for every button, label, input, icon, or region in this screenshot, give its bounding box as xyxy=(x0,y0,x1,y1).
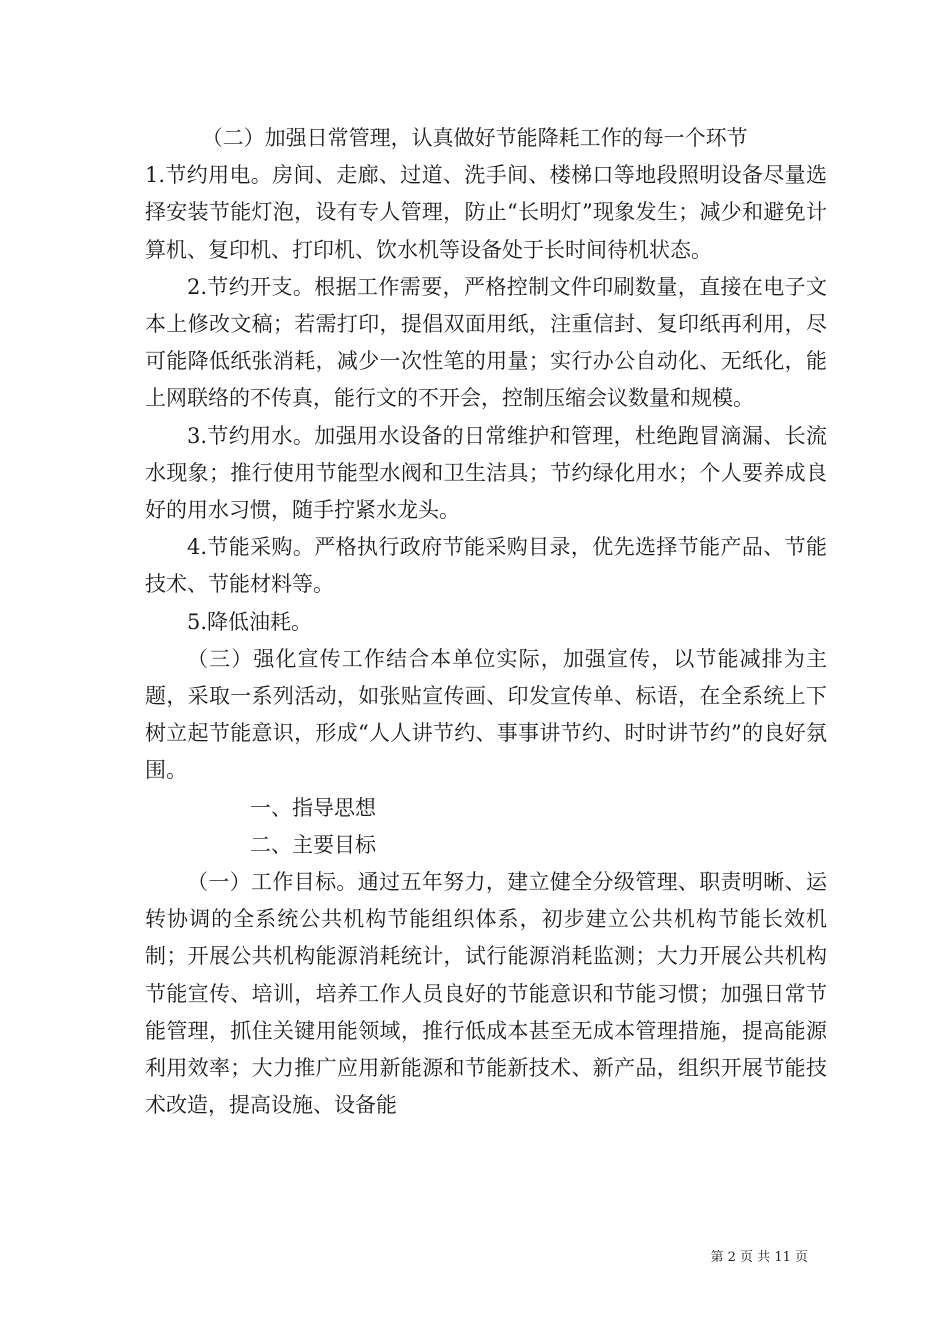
document-body xyxy=(145,120,827,1124)
paragraph-procurement: 4.节能采购。严格执行政府节能采购目录，优先选择节能产品、节能技术、节能材料等。 xyxy=(145,535,827,597)
section-heading-3: （三）强化宣传工作结合本单位实际，加强宣传，以节能减排为主题，采取一系列活动，如张贴宣传画、印发宣传单、标语，在全系统上下树立起节能意识，形成“人人讲节约、事事讲节约、时时讲节约”的良好氛围。 xyxy=(145,646,827,783)
paragraph-expenses: 2.节约开支。根据工作需要，严格控制文件印刷数量，直接在电子文本上修改文稿；若需打印，提倡双面用纸，注重信封、复印纸再利用，尽可能降低纸张消耗，减少一次性笔的用量；实行办公自动化、无纸化，能上网联络的不传真，能行文的不开会，控制压缩会议数量和规模。 xyxy=(145,274,827,411)
paragraph-water: 3.节约用水。加强用水设备的日常维护和管理，杜绝跑冒滴漏、长流水现象；推行使用节能型水阀和卫生洁具；节约绿化用水；个人要养成良好的用水习惯，随手拧紧水龙头。 xyxy=(145,423,827,523)
paragraph-work-goals: （一）工作目标。通过五年努力，建立健全分级管理、职责明晰、运转协调的全系统公共机构节能组织体系，初步建立公共机构节能长效机制；开展公共机构能源消耗统计，试行能源消耗监测；大力开展公共机构节能宣传、培训，培养工作人员良好的节能意识和节能习惯；加强日常节能管理，抓住关键用能领域，推行低成本甚至无成本管理措施，提高能源利用效率；大力推广应用新能源和节能新技术、新产品，组织开展节能技术改造，提高设施、设备能 xyxy=(145,870,827,1118)
page-number-footer: 第 2 页 共 11 页 xyxy=(710,1250,808,1265)
heading-guiding-ideology: 一、指导思想 xyxy=(250,795,376,820)
heading-main-goals: 二、主要目标 xyxy=(250,832,376,857)
paragraph-fuel: 5.降低油耗。 xyxy=(187,609,313,634)
section-heading-2: （二）加强日常管理，认真做好节能降耗工作的每一个环节 xyxy=(201,126,748,150)
paragraph-electricity: 1.节约用电。房间、走廊、过道、洗手间、楼梯口等地段照明设备尽量选择安装节能灯泡，设有专人管理，防止“长明灯”现象发生；减少和避免计算机、复印机、打印机、饮水机等设备处于长时间待机状态。 xyxy=(145,163,827,262)
